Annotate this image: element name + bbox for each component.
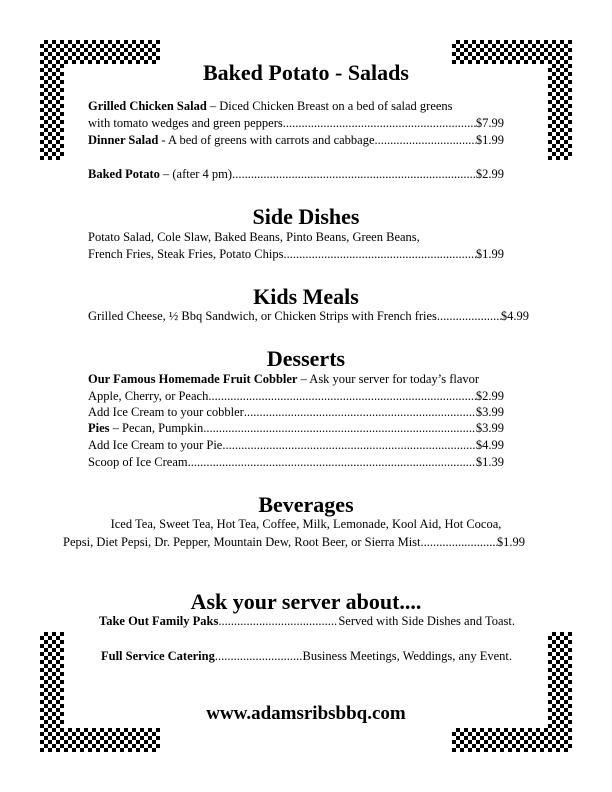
sides-line-1: Potato Salad, Cole Slaw, Baked Beans, Pinto Beans, Green Beans, bbox=[88, 230, 420, 244]
dessert-item-name: Pies bbox=[88, 421, 110, 435]
dot-leader bbox=[215, 649, 303, 664]
dessert-item-text: – Pecan, Pumpkin bbox=[109, 421, 204, 435]
kids-price: $4.99 bbox=[500, 309, 529, 323]
section-title-desserts: Desserts bbox=[266, 346, 346, 371]
dot-leader bbox=[375, 133, 476, 148]
catering-name: Full Service Catering bbox=[101, 649, 215, 663]
website-url: www.adamsribsbbq.com bbox=[206, 703, 406, 724]
grilled-chicken-salad-price-row bbox=[88, 116, 504, 131]
section-title-kids: Kids Meals bbox=[253, 284, 359, 309]
dessert-item-text: Add Ice Cream to your Pie bbox=[88, 438, 223, 452]
cobbler-line bbox=[88, 372, 479, 387]
dessert-item-text: Add Ice Cream to your cobbler bbox=[88, 405, 244, 419]
takeout-desc: Served with Side Dishes and Toast. bbox=[338, 614, 515, 628]
baked-potato-desc: – (after 4 pm) bbox=[159, 167, 233, 181]
dessert-price: $3.99 bbox=[475, 421, 504, 435]
dessert-row bbox=[88, 405, 504, 420]
dot-leader bbox=[218, 614, 338, 629]
grilled-chicken-salad-desc-2: with tomato wedges and green peppers bbox=[88, 116, 283, 130]
dessert-price: $3.99 bbox=[475, 405, 504, 419]
dot-leader bbox=[421, 535, 497, 550]
section-title-beverages: Beverages bbox=[258, 492, 354, 517]
baked-potato-price: $2.99 bbox=[475, 167, 504, 181]
dot-leader bbox=[188, 455, 476, 470]
sides-price: $1.99 bbox=[475, 247, 504, 261]
kids-row bbox=[88, 309, 529, 324]
cobbler-name: Our Famous Homemade Fruit Cobbler bbox=[88, 372, 298, 386]
beverages-line-1: Iced Tea, Sweet Tea, Hot Tea, Coffee, Milk, Lemonade, Kool Aid, Hot Cocoa, bbox=[110, 517, 502, 531]
dot-leader bbox=[437, 309, 501, 324]
dessert-price: $4.99 bbox=[475, 438, 504, 452]
checker-corner-bottom-left-v bbox=[40, 632, 64, 752]
dot-leader bbox=[283, 116, 476, 131]
checker-corner-top-left-v bbox=[40, 40, 64, 160]
section-title-sides: Side Dishes bbox=[252, 204, 360, 229]
beverages-price-row bbox=[63, 535, 525, 550]
beverages-line-2: Pepsi, Diet Pepsi, Dr. Pepper, Mountain Dew, Root Beer, or Sierra Mist bbox=[63, 535, 421, 549]
catering-desc: Business Meetings, Weddings, any Event. bbox=[302, 649, 512, 663]
grilled-chicken-salad-desc: – Diced Chicken Breast on a bed of salad greens bbox=[206, 99, 453, 113]
sides-line-2: French Fries, Steak Fries, Potato Chips bbox=[88, 247, 284, 261]
takeout-row bbox=[99, 614, 515, 629]
baked-potato-name: Baked Potato bbox=[88, 167, 160, 181]
dessert-row bbox=[88, 455, 504, 470]
dot-leader bbox=[244, 405, 476, 420]
dot-leader bbox=[208, 389, 476, 404]
dessert-row bbox=[88, 421, 504, 436]
dot-leader bbox=[232, 167, 476, 182]
dinner-salad-row bbox=[88, 133, 504, 148]
dot-leader bbox=[203, 421, 476, 436]
dessert-item-text: Apple, Cherry, or Peach bbox=[88, 389, 209, 403]
section-title-ask: Ask your server about.... bbox=[190, 589, 422, 614]
section-title-salads: Baked Potato - Salads bbox=[203, 60, 409, 85]
dessert-price: $2.99 bbox=[475, 389, 504, 403]
dinner-salad-price: $1.99 bbox=[475, 133, 504, 147]
checker-corner-top-right-v bbox=[548, 40, 572, 160]
grilled-chicken-salad-line bbox=[88, 99, 453, 114]
baked-potato-row bbox=[88, 167, 504, 182]
dessert-row bbox=[88, 389, 504, 404]
dessert-item-text: Scoop of Ice Cream bbox=[88, 455, 188, 469]
cobbler-desc: – Ask your server for today’s flavor bbox=[297, 372, 480, 386]
beverages-price: $1.99 bbox=[496, 535, 525, 549]
takeout-name: Take Out Family Paks bbox=[99, 614, 219, 628]
grilled-chicken-salad-price: $7.99 bbox=[475, 116, 504, 130]
dessert-price: $1.39 bbox=[475, 455, 504, 469]
dot-leader bbox=[283, 247, 475, 262]
dinner-salad-desc: - A bed of greens with carrots and cabbage bbox=[158, 133, 375, 147]
checker-corner-bottom-right-v bbox=[548, 632, 572, 752]
grilled-chicken-salad-name: Grilled Chicken Salad bbox=[88, 99, 207, 113]
kids-items: Grilled Cheese, ½ Bbq Sandwich, or Chicken Strips with French fries bbox=[88, 309, 437, 323]
dot-leader bbox=[222, 438, 476, 453]
sides-price-row bbox=[88, 247, 504, 262]
dessert-row bbox=[88, 438, 504, 453]
dinner-salad-name: Dinner Salad bbox=[88, 133, 159, 147]
catering-row bbox=[101, 649, 512, 664]
